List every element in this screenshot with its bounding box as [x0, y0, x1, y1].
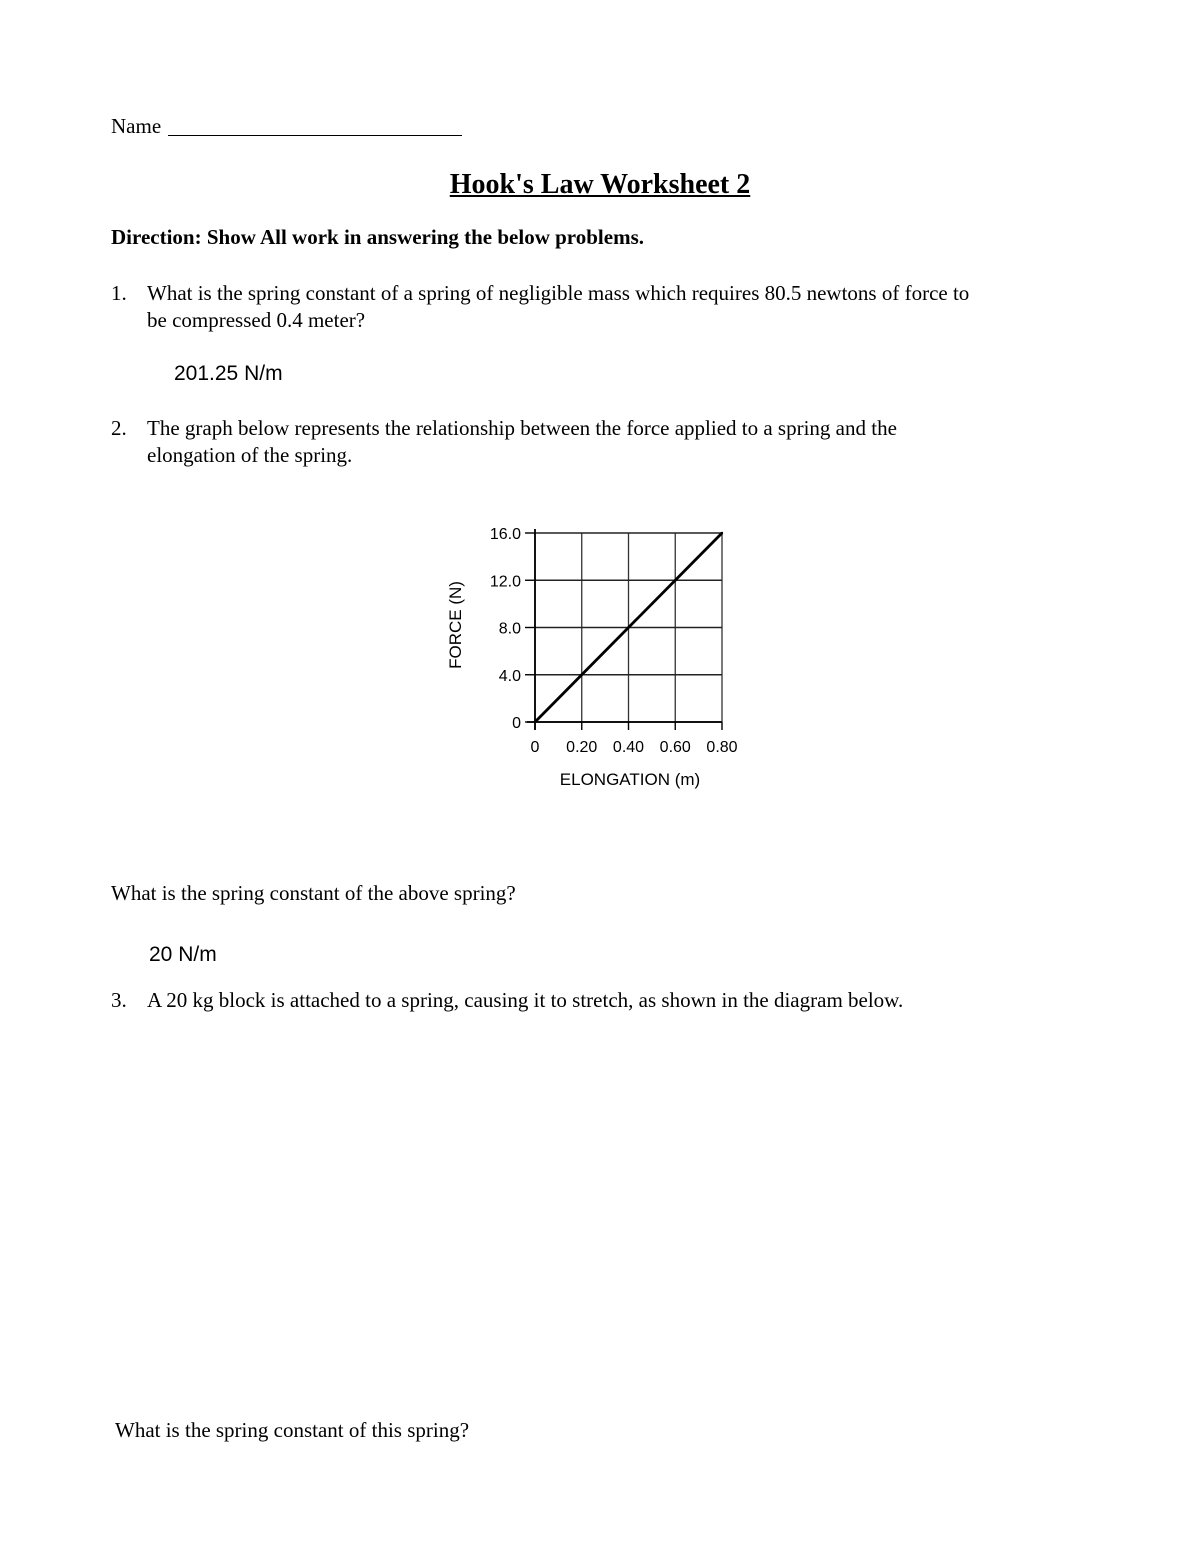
y-tick-label-1: 4.0 [498, 667, 521, 685]
question-1-number: 1. [111, 281, 127, 305]
page-title: Hook's Law Worksheet 2 [449, 169, 751, 200]
name-label: Name [111, 114, 162, 138]
data-point-0-4 [721, 532, 723, 534]
question-1-line-1: What is the spring constant of a spring of negligible mass which requires 80.5 newtons of force to [147, 281, 970, 305]
x-tick-label-4: 0.80 [706, 739, 738, 756]
force-elongation-chart [430, 510, 770, 810]
question-2-answer: 20 N/m [149, 943, 217, 966]
question-3-line-1: A 20 kg block is attached to a spring, causing it to stretch, as shown in the diagram below. [147, 988, 904, 1012]
name-blank-line[interactable] [168, 135, 462, 136]
data-point-0-2 [627, 626, 629, 628]
x-tick-label-0: 0 [530, 739, 540, 756]
direction-text: Direction: Show All work in answering the below problems. [111, 225, 644, 249]
y-tick-label-2: 8.0 [498, 620, 521, 638]
data-point-0-1 [581, 674, 583, 676]
question-2-line-1: The graph below represents the relationship between the force applied to a spring and the [147, 416, 897, 440]
question-3-followup: What is the spring constant of this spring? [115, 1418, 470, 1442]
question-2-followup: What is the spring constant of the above spring? [111, 881, 516, 905]
question-2-number: 2. [111, 416, 127, 440]
y-tick-label-3: 12.0 [489, 573, 521, 591]
x-tick-label-1: 0.20 [566, 739, 598, 756]
question-3-number: 3. [111, 988, 127, 1012]
question-2-line-2: elongation of the spring. [147, 443, 353, 467]
question-1-line-2: be compressed 0.4 meter? [147, 308, 366, 332]
y-tick-label-0: 0 [512, 715, 521, 732]
x-tick-label-2: 0.40 [612, 739, 645, 756]
y-axis-label: FORCE (N) [446, 581, 465, 669]
x-axis-label: ELONGATION (m) [559, 770, 701, 789]
question-1-answer: 201.25 N/m [174, 362, 283, 385]
data-point-0-3 [674, 579, 676, 581]
x-tick-label-3: 0.60 [659, 739, 691, 756]
y-tick-label-4: 16.0 [489, 526, 521, 543]
